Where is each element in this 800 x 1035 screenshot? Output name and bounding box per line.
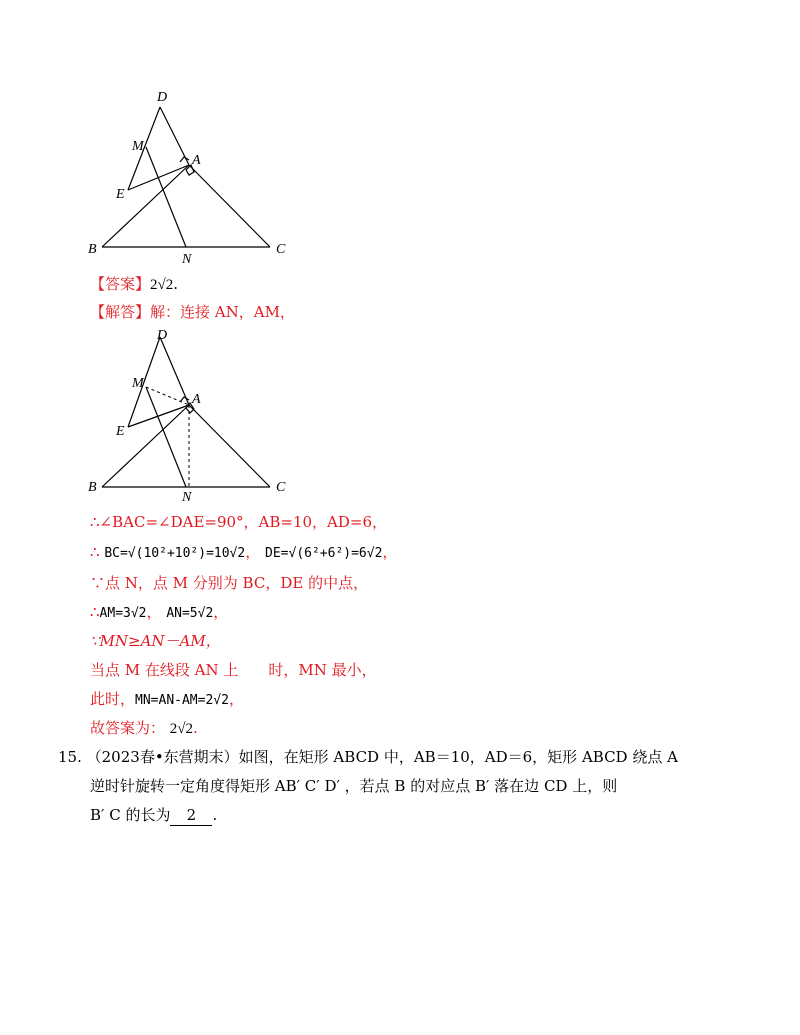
label-B: B <box>88 480 97 495</box>
solution-text: 解：连接 AN，AM， <box>150 303 295 321</box>
question-15-line-2 <box>90 776 617 796</box>
label-A: A <box>192 153 201 168</box>
question-number: 15. <box>58 748 82 766</box>
question-15-text-2: 逆时针旋转一定角度得矩形 AB′ C′ D′ ，若点 B 的对应点 B′ 落在边 CD 上，则 <box>90 777 618 795</box>
an-expression: AN=5√2 <box>166 606 214 621</box>
answer-tag: 【答案】 <box>90 275 151 293</box>
step-8 <box>90 718 198 739</box>
geometry-figure-2 <box>80 325 300 505</box>
step-1-text: ∴∠BAC=∠DAE=90°，AB=10，AD=6， <box>90 513 388 531</box>
step-7 <box>90 689 244 711</box>
am-expression: AM=3√2 <box>99 606 147 621</box>
step-2 <box>90 542 397 564</box>
step-8-prefix: 故答案为： <box>90 719 166 737</box>
answer-blank: 2 <box>170 805 212 826</box>
label-E: E <box>116 424 125 439</box>
step-4-sep: ， <box>146 603 162 621</box>
step-3 <box>90 573 368 593</box>
step-4-prefix: ∴ <box>90 603 100 621</box>
label-N: N <box>182 490 192 505</box>
answer-value: 2√2 <box>150 277 174 293</box>
label-E: E <box>116 187 125 202</box>
label-D: D <box>157 90 168 105</box>
step-6-text: 当点 M 在线段 AN 上 时，MN 最小， <box>90 661 377 679</box>
solution-tag: 【解答】 <box>90 303 151 321</box>
step-7-end: ， <box>228 690 244 708</box>
label-C: C <box>276 480 286 495</box>
label-B: B <box>88 242 97 257</box>
step-4-end: ， <box>213 603 229 621</box>
solution-intro <box>90 302 295 322</box>
step-2-end: ， <box>382 543 398 561</box>
question-15-text-3: B′ C 的长为 <box>90 806 171 824</box>
geometry-figure-1 <box>80 85 300 265</box>
label-M: M <box>132 376 144 391</box>
question-15-text-1: （2023春•东营期末）如图，在矩形 ABCD 中，AB＝10，AD＝6，矩形 ABCD 绕点 A <box>86 748 678 766</box>
step-7-prefix: 此时， <box>90 690 136 708</box>
final-answer-value: 2√2 <box>169 721 194 737</box>
question-15-end: . <box>212 806 218 824</box>
label-M: M <box>132 139 144 154</box>
de-expression: DE=√(6²+6²)=6√2 <box>265 546 383 561</box>
step-2-prefix: ∴ <box>90 543 100 561</box>
question-15-line-1 <box>58 747 678 767</box>
label-D: D <box>157 328 168 343</box>
step-5 <box>90 631 221 651</box>
step-1 <box>90 512 387 532</box>
step-2-sep: ， <box>245 543 261 561</box>
answer-period: . <box>173 275 179 293</box>
label-N: N <box>182 252 192 265</box>
mn-expression: MN=AN-AM=2√2 <box>135 693 229 708</box>
label-C: C <box>276 242 286 257</box>
label-A: A <box>192 392 201 407</box>
step-8-end: . <box>193 719 198 737</box>
step-4 <box>90 602 228 624</box>
question-15-line-3 <box>90 805 217 826</box>
bc-expression: BC=√(10²+10²)=10√2 <box>104 546 246 561</box>
step-5-text: ∵MN≥AN－AM， <box>90 632 221 650</box>
step-3-text: ∵点 N，点 M 分别为 BC，DE 的中点， <box>90 574 369 592</box>
step-6 <box>90 660 377 680</box>
answer-line <box>90 274 178 295</box>
